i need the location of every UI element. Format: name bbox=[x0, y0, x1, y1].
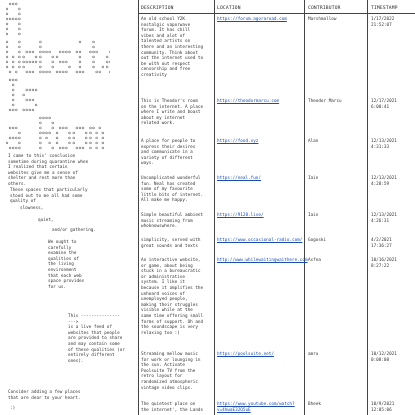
title-dot bbox=[43, 71, 45, 73]
title-dot bbox=[102, 137, 104, 139]
title-dot bbox=[62, 127, 64, 129]
title-dot bbox=[32, 89, 34, 91]
title-dot bbox=[29, 99, 31, 101]
row-9-contributor: Bheek bbox=[308, 402, 321, 407]
row-3-description: A place for people to express their desires and communicate in a variety of different ways. bbox=[141, 139, 196, 167]
title-dot bbox=[46, 71, 48, 73]
title-dot bbox=[102, 142, 104, 144]
title-dot bbox=[26, 109, 28, 111]
title-dot bbox=[18, 18, 20, 20]
title-dot bbox=[6, 8, 8, 10]
title-dot bbox=[93, 56, 95, 58]
title-dot bbox=[79, 56, 81, 58]
title-dot bbox=[9, 127, 11, 129]
row-5-location-link[interactable]: https://9128.live/ bbox=[217, 213, 264, 218]
manifesto-paragraph-5: and/or gathering. bbox=[52, 228, 96, 233]
row-2-location-link[interactable]: https://theodormarcu.com bbox=[217, 99, 280, 104]
title-dot bbox=[102, 147, 104, 149]
title-dot bbox=[6, 56, 8, 58]
title-dot bbox=[93, 51, 95, 53]
title-dot bbox=[6, 46, 8, 48]
title-dot bbox=[52, 61, 54, 63]
title-dot bbox=[69, 66, 71, 68]
title-dot bbox=[73, 132, 75, 134]
title-dot bbox=[56, 132, 58, 134]
title-dot bbox=[18, 66, 20, 68]
title-dot bbox=[76, 147, 78, 149]
column-divider bbox=[304, 0, 305, 415]
title-dot bbox=[6, 18, 8, 20]
title-dot bbox=[52, 66, 54, 68]
title-dot bbox=[39, 127, 41, 129]
title-dot bbox=[76, 51, 78, 53]
title-dot bbox=[99, 71, 101, 73]
title-dot bbox=[39, 71, 41, 73]
title-dot bbox=[82, 71, 84, 73]
title-dot bbox=[93, 41, 95, 43]
title-dot bbox=[12, 137, 14, 139]
title-dot bbox=[6, 23, 8, 25]
row-5-timestamp: 12/13/2021 4:26:31 bbox=[371, 213, 397, 224]
row-1-description: An old school Y2K nostalgic vaporwave forum. It has chill vibes and alot of talented artists on there and an interesting community. Think about out the internet used to be with out respect censorship and free creativity bbox=[141, 17, 204, 78]
title-dot bbox=[49, 71, 51, 73]
title-dot bbox=[99, 127, 101, 129]
row-3-timestamp: 12/13/2021 4:31:33 bbox=[371, 139, 397, 150]
title-dot bbox=[79, 41, 81, 43]
column-divider bbox=[367, 0, 368, 415]
title-dot bbox=[85, 142, 87, 144]
row-4-description: Uncomplicated wonderful fun. Neal has created some of my favourite little bits of internet. All make me happy. bbox=[141, 176, 204, 204]
title-dot bbox=[32, 109, 34, 111]
title-dot bbox=[26, 89, 28, 91]
title-dot bbox=[59, 147, 61, 149]
title-dot bbox=[90, 51, 92, 53]
title-dot bbox=[90, 147, 92, 149]
title-dot bbox=[39, 122, 41, 124]
row-8-timestamp: 10/12/2021 0:08:08 bbox=[371, 352, 397, 363]
title-dot bbox=[106, 56, 108, 58]
title-dot bbox=[9, 18, 11, 20]
title-dot bbox=[12, 61, 14, 63]
title-dot bbox=[23, 61, 25, 63]
row-8-location-link[interactable]: https://poolsuite.net/ bbox=[217, 352, 274, 357]
title-dot bbox=[93, 61, 95, 63]
title-dot bbox=[12, 56, 14, 58]
manifesto-paragraph-6: We ought to carefully examine the qualities of the living environment that each web space provides for us. bbox=[48, 240, 85, 290]
title-dot bbox=[59, 61, 61, 63]
title-dot bbox=[15, 137, 17, 139]
title-dot bbox=[35, 104, 37, 106]
title-dot bbox=[12, 79, 14, 81]
row-8-description: Streaming mellow music for work or lounging in the sun. Activate Poolsuite TV from the retro layout for randomized atmospheric vintage video clips. bbox=[141, 352, 201, 391]
title-dot bbox=[79, 127, 81, 129]
title-dot bbox=[56, 142, 58, 144]
title-dot bbox=[18, 51, 20, 53]
title-dot bbox=[18, 8, 20, 10]
title-dot bbox=[106, 61, 108, 63]
column-header-location: LOCATION bbox=[217, 6, 241, 11]
row-9-description: The quietest place on the internet', the Lands bbox=[141, 402, 204, 413]
title-dot bbox=[39, 61, 41, 63]
title-dot bbox=[39, 117, 41, 119]
row-1-contributor: Marshmallow bbox=[308, 17, 337, 22]
title-dot bbox=[39, 56, 41, 58]
title-dot bbox=[15, 3, 17, 5]
title-dot bbox=[6, 142, 8, 144]
title-dot bbox=[9, 3, 11, 5]
title-dot bbox=[65, 61, 67, 63]
row-5-description: Simple beautiful ambient music streaming from whoknowswhere. bbox=[141, 213, 204, 230]
title-dot bbox=[93, 66, 95, 68]
title-dot bbox=[12, 109, 14, 111]
title-dot bbox=[18, 28, 20, 30]
row-4-location-link[interactable]: https://neal.fun/ bbox=[217, 176, 261, 181]
title-dot bbox=[35, 61, 37, 63]
title-dot bbox=[29, 71, 31, 73]
title-dot bbox=[29, 61, 31, 63]
title-dot bbox=[79, 147, 81, 149]
title-dot bbox=[39, 46, 41, 48]
title-dot bbox=[109, 71, 110, 73]
title-dot bbox=[15, 18, 17, 20]
title-dot bbox=[39, 142, 41, 144]
title-dot bbox=[49, 51, 51, 53]
title-dot bbox=[23, 66, 25, 68]
title-dot bbox=[46, 51, 48, 53]
title-dot bbox=[90, 127, 92, 129]
title-dot bbox=[65, 147, 67, 149]
title-dot bbox=[102, 132, 104, 134]
title-dot bbox=[56, 56, 58, 58]
title-dot bbox=[52, 56, 54, 58]
manifesto-paragraph-8: Consider adding a few places that are dear to your heart. bbox=[8, 390, 81, 401]
manifesto-paragraph-4: quiet, bbox=[38, 218, 54, 223]
title-dot bbox=[65, 71, 67, 73]
column-divider bbox=[214, 0, 215, 415]
title-dot bbox=[18, 56, 20, 58]
title-dot bbox=[12, 127, 14, 129]
title-dot bbox=[79, 61, 81, 63]
column-header-description: DESCRIPTION bbox=[141, 6, 174, 11]
title-dot bbox=[109, 51, 110, 53]
title-dot bbox=[39, 137, 41, 139]
title-dot bbox=[15, 109, 17, 111]
title-dot bbox=[79, 71, 81, 73]
title-dot bbox=[62, 51, 64, 53]
title-dot bbox=[49, 117, 51, 119]
title-dot bbox=[90, 142, 92, 144]
title-dot bbox=[73, 137, 75, 139]
manifesto-paragraph-3: slowness, bbox=[20, 206, 44, 211]
title-dot bbox=[56, 71, 58, 73]
row-2-timestamp: 12/17/2021 6:00:41 bbox=[371, 99, 397, 110]
title-dot bbox=[65, 127, 67, 129]
title-dot bbox=[52, 127, 54, 129]
title-dot bbox=[46, 132, 48, 134]
title-dot bbox=[46, 117, 48, 119]
title-dot bbox=[26, 61, 28, 63]
title-dot bbox=[76, 71, 78, 73]
title-dot bbox=[18, 132, 20, 134]
title-dot bbox=[49, 132, 51, 134]
row-7-location-link[interactable]: http://www.whilewaitingwaithere.com bbox=[217, 258, 308, 263]
title-dot bbox=[96, 147, 98, 149]
manifesto-paragraph-2: These spaces that particularly stood out to me all had some quality of bbox=[10, 188, 88, 205]
title-dot bbox=[82, 127, 84, 129]
title-dot bbox=[93, 127, 95, 129]
row-3-location-link[interactable]: https://food.xyz bbox=[217, 139, 259, 144]
row-6-contributor: Gogoski bbox=[308, 238, 327, 243]
title-dot bbox=[59, 127, 61, 129]
title-dot bbox=[18, 13, 20, 15]
title-dot bbox=[6, 28, 8, 30]
title-dot bbox=[23, 56, 25, 58]
title-dot bbox=[62, 61, 64, 63]
row-1-timestamp: 1/17/2022 21:52:07 bbox=[371, 17, 395, 28]
title-dot bbox=[6, 13, 8, 15]
row-9-location-link[interactable]: https://www.youtube.com/watch? v=4hwaE32Q5uE bbox=[217, 402, 295, 413]
title-dot bbox=[9, 147, 11, 149]
manifesto-paragraph-1: I came to this' conclusion sometime during quarantine when I realized that certain websites give me a sense of shelter and rest more than others. bbox=[8, 154, 89, 187]
row-7-contributor: Asfea bbox=[308, 258, 321, 263]
title-dot bbox=[32, 51, 34, 53]
title-dot bbox=[18, 41, 20, 43]
title-dot bbox=[18, 147, 20, 149]
title-dot bbox=[9, 71, 11, 73]
row-4-contributor: Iain bbox=[308, 176, 319, 181]
header-rule bbox=[138, 13, 415, 14]
title-dot bbox=[69, 142, 71, 144]
websites-table bbox=[138, 0, 415, 415]
column-header-timestamp: TIMESTAMP bbox=[371, 6, 398, 11]
title-dot bbox=[18, 46, 20, 48]
manifesto-paragraph-9: :) bbox=[10, 406, 16, 411]
title-dot bbox=[12, 3, 14, 5]
title-dot bbox=[62, 71, 64, 73]
dot-matrix-title-art bbox=[6, 2, 110, 152]
title-dot bbox=[23, 109, 25, 111]
title-dot bbox=[26, 51, 28, 53]
title-dot bbox=[79, 51, 81, 53]
title-dot bbox=[6, 51, 8, 53]
title-dot bbox=[69, 132, 71, 134]
title-dot bbox=[29, 89, 31, 91]
title-dot bbox=[96, 51, 98, 53]
title-dot bbox=[26, 71, 28, 73]
row-2-description: This is Theodor's room on the internet. A place where I write and boast about my internet related work. bbox=[141, 99, 204, 127]
row-5-contributor: Iain bbox=[308, 213, 319, 218]
title-dot bbox=[90, 132, 92, 134]
title-dot bbox=[35, 89, 37, 91]
title-dot bbox=[15, 71, 17, 73]
title-dot bbox=[12, 104, 14, 106]
title-dot bbox=[6, 66, 8, 68]
row-2-contributor: Theodor Marcu bbox=[308, 99, 342, 104]
title-dot bbox=[69, 137, 71, 139]
title-dot bbox=[12, 89, 14, 91]
title-dot bbox=[12, 99, 14, 101]
column-header-contributor: CONTRIBUTOR bbox=[308, 6, 341, 11]
title-dot bbox=[59, 51, 61, 53]
title-dot bbox=[43, 132, 45, 134]
title-dot bbox=[6, 61, 8, 63]
title-dot bbox=[35, 56, 37, 58]
title-dot bbox=[49, 142, 51, 144]
title-dot bbox=[18, 137, 20, 139]
title-dot bbox=[39, 51, 41, 53]
title-dot bbox=[29, 109, 31, 111]
title-dot bbox=[9, 79, 11, 81]
row-7-description: An interactive website, or game, about being stuck in a bureaucratic or administrative system. I like it because it amplifies the unheard voices of unemployed people, making their struggles visible while at the same time offering small forms of support. Oh and the soundscape is very relaxing too :) bbox=[141, 258, 204, 336]
title-dot bbox=[43, 51, 45, 53]
title-dot bbox=[39, 41, 41, 43]
title-dot bbox=[18, 61, 20, 63]
title-dot bbox=[46, 137, 48, 139]
title-dot bbox=[39, 132, 41, 134]
row-6-description: simplicity, served with great sounds and texts bbox=[141, 238, 201, 249]
row-9-timestamp: 10/9/2021 12:05:06 bbox=[371, 402, 395, 413]
title-dot bbox=[12, 147, 14, 149]
title-dot bbox=[90, 137, 92, 139]
title-dot bbox=[65, 51, 67, 53]
title-dot bbox=[96, 142, 98, 144]
title-dot bbox=[52, 122, 54, 124]
title-dot bbox=[12, 94, 14, 96]
title-dot bbox=[12, 66, 14, 68]
title-dot bbox=[18, 142, 20, 144]
row-4-timestamp: 12/13/2021 4:28:59 bbox=[371, 176, 397, 187]
title-dot bbox=[59, 71, 61, 73]
title-dot bbox=[32, 99, 34, 101]
title-dot bbox=[32, 61, 34, 63]
title-dot bbox=[106, 66, 108, 68]
title-dot bbox=[79, 66, 81, 68]
title-dot bbox=[15, 147, 17, 149]
title-dot bbox=[12, 84, 14, 86]
title-dot bbox=[39, 66, 41, 68]
title-dot bbox=[29, 51, 31, 53]
title-dot bbox=[96, 132, 98, 134]
title-dot bbox=[109, 61, 110, 63]
title-dot bbox=[96, 137, 98, 139]
title-dot bbox=[23, 94, 25, 96]
row-3-contributor: Alan bbox=[308, 139, 319, 144]
title-dot bbox=[102, 66, 104, 68]
title-dot bbox=[39, 147, 41, 149]
row-1-location-link[interactable]: https://forum.agoraroad.com bbox=[217, 17, 287, 22]
row-6-timestamp: 4/2/2021 17:36:27 bbox=[371, 238, 392, 249]
manifesto-paragraph-7: This --------------- ---> is a live feed of websites that people are provided to share and may contain some of these qualities (or entirely different ones). bbox=[68, 314, 125, 364]
title-dot bbox=[6, 41, 8, 43]
row-8-contributor: amru bbox=[308, 352, 319, 357]
title-dot bbox=[56, 137, 58, 139]
title-dot bbox=[96, 71, 98, 73]
title-dot bbox=[15, 127, 17, 129]
title-dot bbox=[85, 132, 87, 134]
row-6-location-link[interactable]: https://www.occasional-radio.com/ bbox=[217, 238, 303, 243]
title-dot bbox=[9, 109, 11, 111]
title-dot bbox=[6, 33, 8, 35]
title-dot bbox=[69, 51, 71, 53]
title-dot bbox=[32, 71, 34, 73]
title-dot bbox=[9, 137, 11, 139]
title-dot bbox=[85, 137, 87, 139]
title-dot bbox=[73, 142, 75, 144]
row-7-timestamp: 10/16/2021 8:27:22 bbox=[371, 258, 397, 269]
title-dot bbox=[82, 147, 84, 149]
column-divider bbox=[138, 0, 139, 415]
title-dot bbox=[76, 127, 78, 129]
title-dot bbox=[52, 147, 54, 149]
title-dot bbox=[12, 18, 14, 20]
site-title bbox=[6, 2, 110, 152]
title-dot bbox=[15, 79, 17, 81]
title-dot bbox=[43, 117, 45, 119]
title-dot bbox=[18, 33, 20, 35]
title-dot bbox=[18, 23, 20, 25]
title-dot bbox=[26, 99, 28, 101]
title-dot bbox=[62, 147, 64, 149]
title-dot bbox=[93, 46, 95, 48]
